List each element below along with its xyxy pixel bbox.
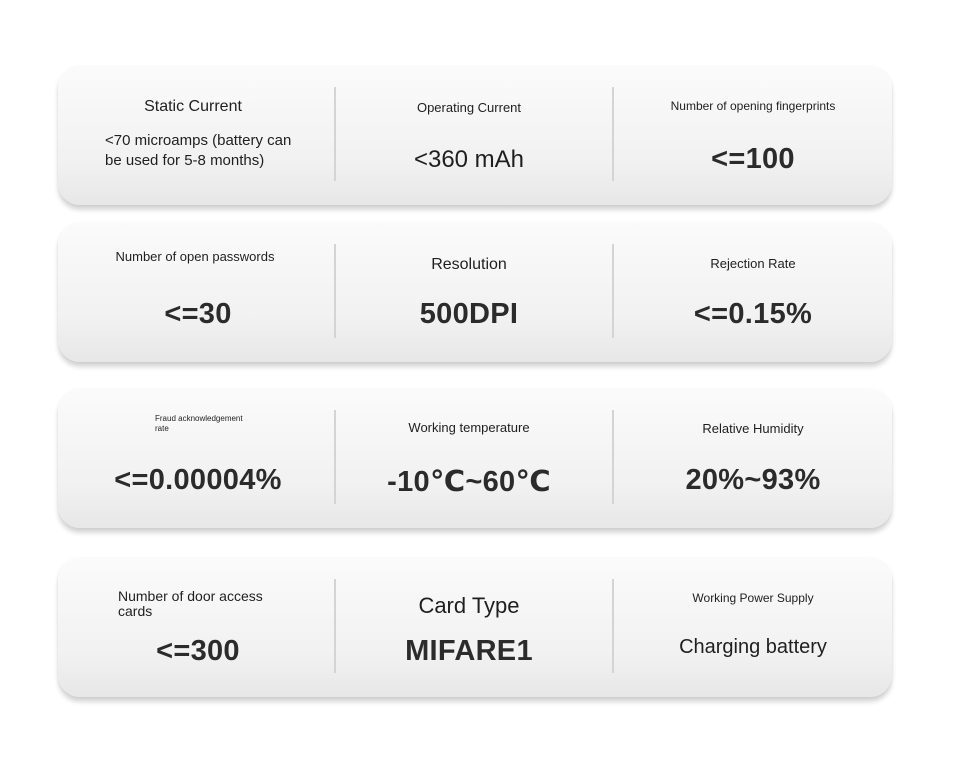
spec-card-row-3 [58, 388, 892, 528]
opening-fingerprints-label: Number of opening fingerprints [670, 99, 836, 113]
divider [612, 244, 614, 338]
opening-fingerprints-value: <=100 [711, 143, 795, 175]
open-passwords-label: Number of open passwords [115, 249, 275, 264]
spec-card-row-4 [58, 557, 892, 697]
fraud-rate-label: Fraud acknowledgement rate [155, 414, 243, 433]
rejection-rate-label: Rejection Rate [710, 256, 796, 271]
divider [334, 87, 336, 181]
working-power-supply-value: Charging battery [679, 636, 827, 658]
resolution-label: Resolution [431, 256, 507, 273]
rejection-rate-value: <=0.15% [693, 298, 813, 330]
operating-current-label: Operating Current [416, 100, 522, 115]
divider [612, 410, 614, 504]
door-access-cards-value: <=300 [156, 635, 240, 667]
relative-humidity-value: 20%~93% [685, 464, 821, 496]
static-current-value: <70 microamps (battery can be used for 5-8 months) [105, 132, 292, 169]
relative-humidity-label: Relative Humidity [702, 421, 804, 436]
divider [334, 579, 336, 673]
spec-card-row-2 [58, 222, 892, 362]
working-temperature-label: Working temperature [408, 420, 530, 435]
divider [612, 579, 614, 673]
divider [612, 87, 614, 181]
working-temperature-value: -10℃~60℃ [387, 466, 551, 498]
operating-current-value: <360 mAh [413, 146, 525, 173]
spec-card-row-1 [58, 65, 892, 205]
divider [334, 410, 336, 504]
door-access-cards-label: Number of door access cards [118, 588, 263, 619]
working-power-supply-label: Working Power Supply [692, 591, 814, 605]
fraud-rate-value: <=0.00004% [114, 464, 282, 496]
divider [334, 244, 336, 338]
card-type-value: MIFARE1 [405, 635, 533, 667]
static-current-label: Static Current [144, 98, 242, 115]
card-type-label: Card Type [418, 593, 520, 618]
resolution-value: 500DPI [419, 298, 519, 330]
open-passwords-value: <=30 [164, 298, 232, 330]
